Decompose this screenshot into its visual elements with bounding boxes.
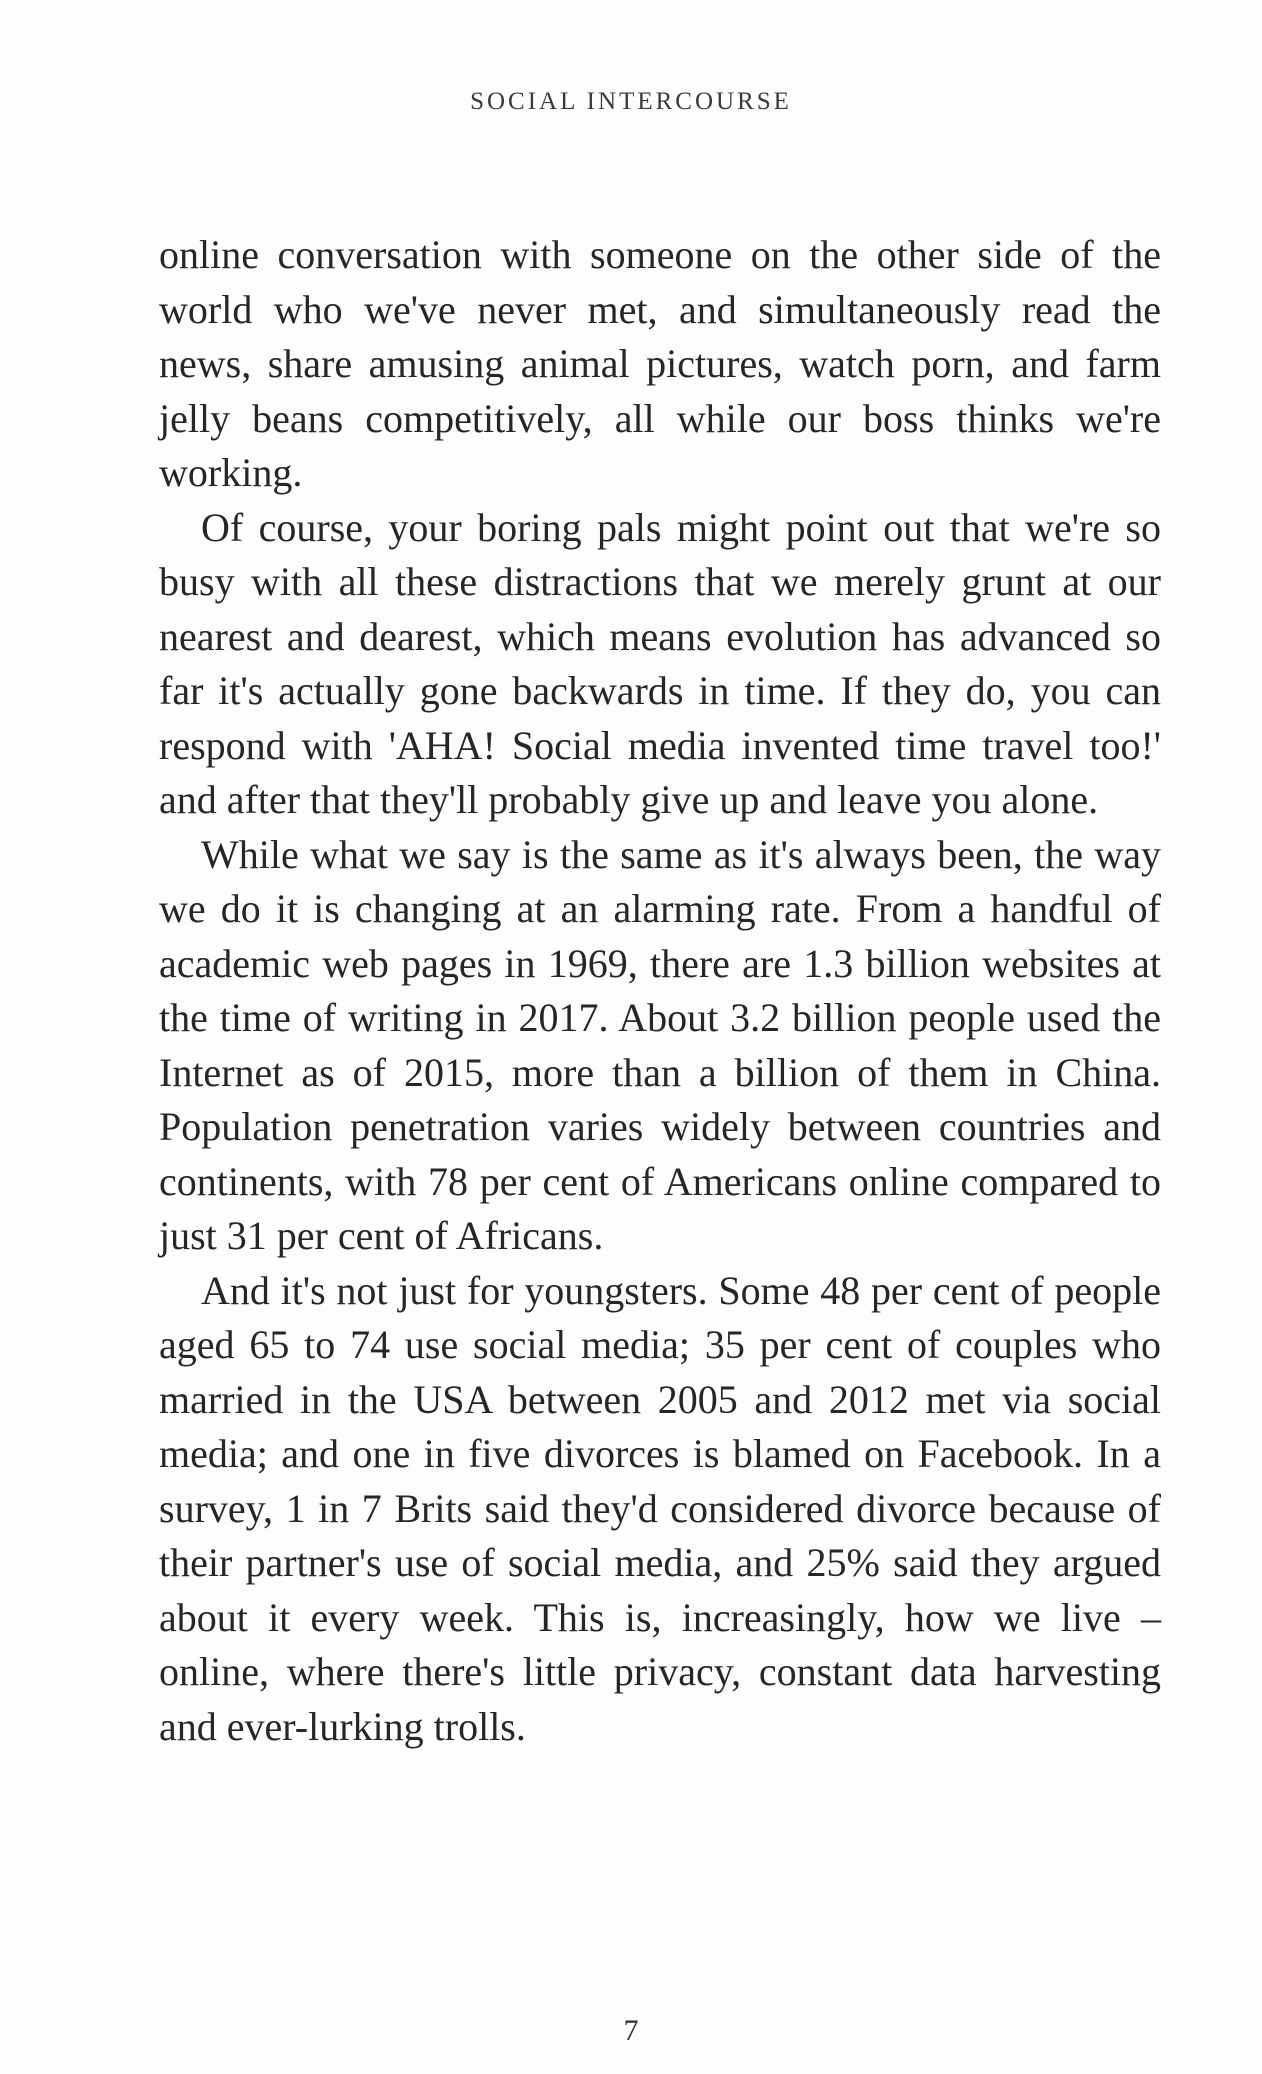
- paragraph-continued: online conversation with someone on the other side of the world who we've never met, and simultaneously read the news, share amusing animal pictures, watch porn, and farm jelly beans competitively, all while our boss thinks we're working.: [159, 232, 1161, 495]
- running-header: SOCIAL INTERCOURSE: [470, 88, 792, 115]
- page-number: 7: [623, 2014, 639, 2047]
- body-text: [159, 228, 1161, 1754]
- paragraph: While what we say is the same as it's always been, the way we do it is changing at an alarming rate. From a handful of academic web pages in 1969, there are 1.3 billion websites at the time of writing in 2017. About 3.2 billion people used the Internet as of 2015, more than a billion of them in China. Population penetration varies widely between countries and continents, with 78 per cent of Americans online compared to just 31 per cent of Africans.: [159, 831, 1161, 1258]
- paragraph: Of course, your boring pals might point out that we're so busy with all these distractions that we merely grunt at our nearest and dearest, which means evolution has advanced so far it's actually gone backwards in time. If they do, you can respond with 'AHA! Social media invented time travel too!' and after that they'll probably give up and leave you alone.: [159, 504, 1161, 822]
- paragraph: And it's not just for youngsters. Some 48 per cent of people aged 65 to 74 use social media; 35 per cent of couples who married in the USA between 2005 and 2012 met via social media; and one in five divorces is blamed on Facebook. In a survey, 1 in 7 Brits said they'd considered divorce because of their partner's use of social media, and 25% said they argued about it every week. This is, increasingly, how we live – online, where there's little privacy, constant data harvesting and ever-lurking trolls.: [159, 1267, 1161, 1749]
